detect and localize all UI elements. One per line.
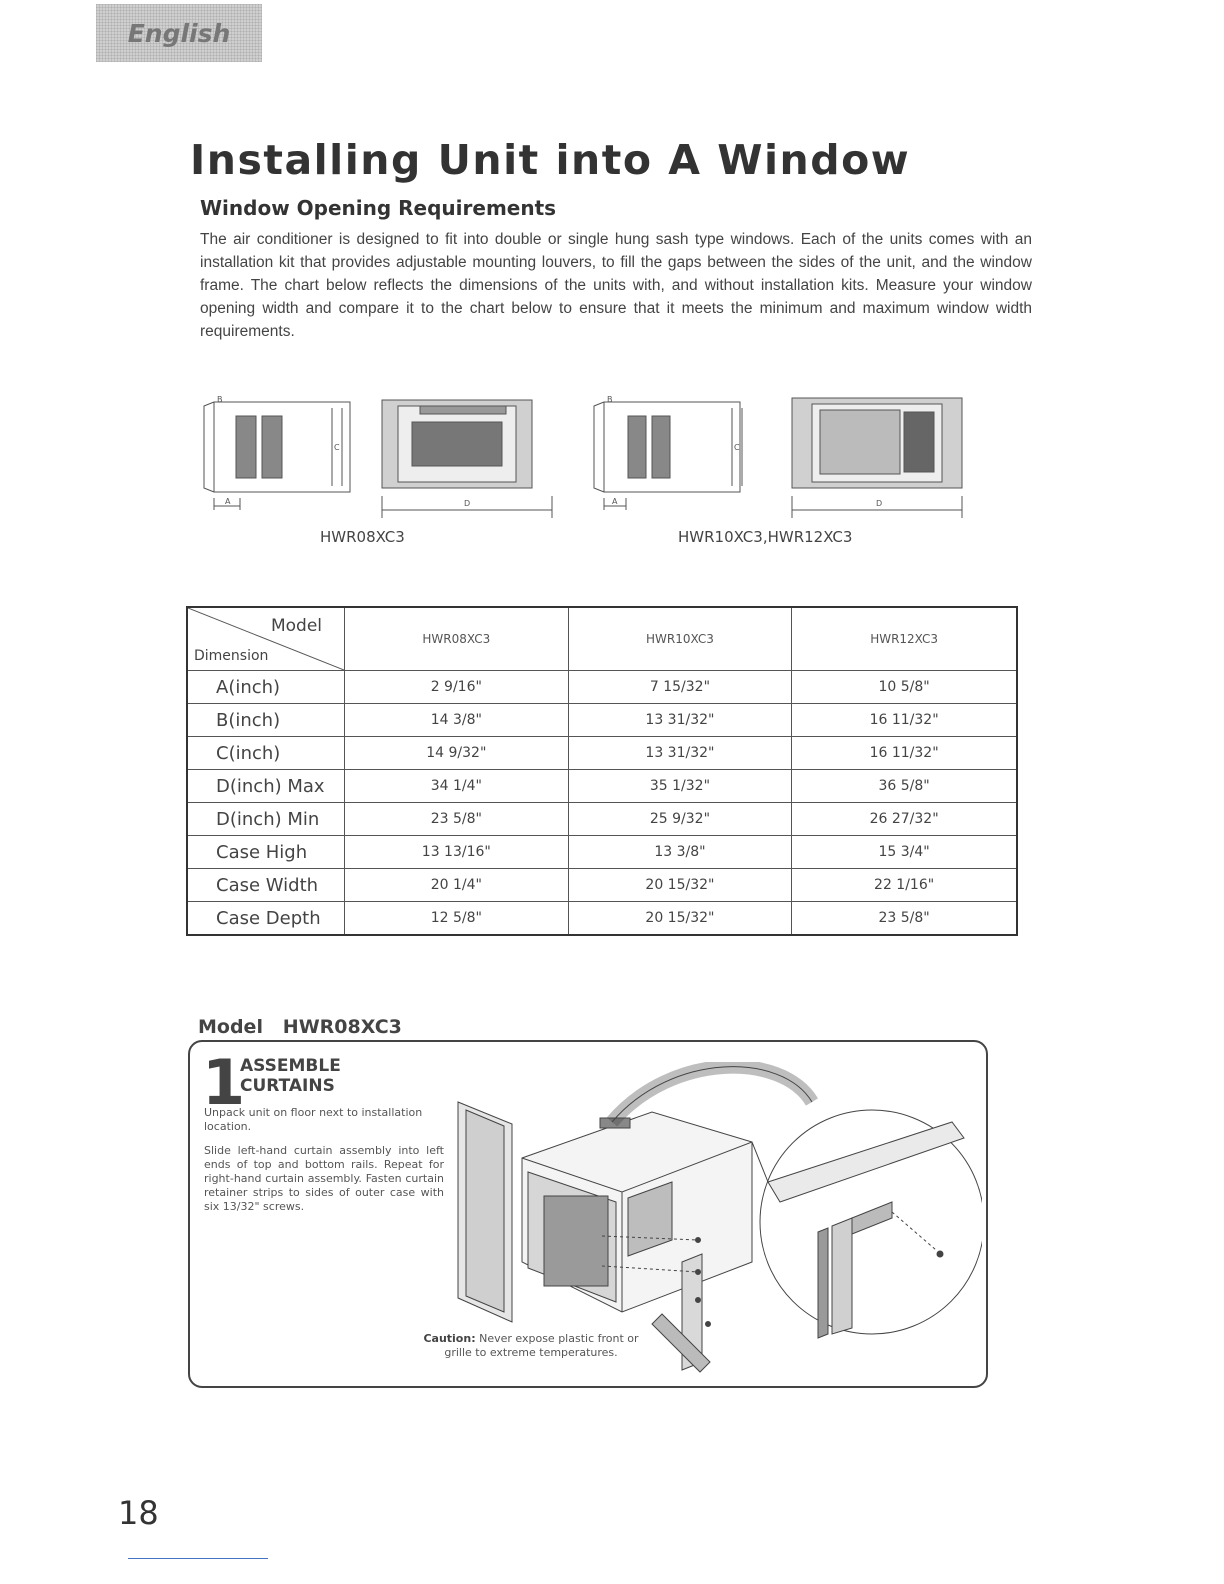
dim-label-c: C xyxy=(334,443,340,452)
page-number: 18 xyxy=(118,1494,159,1532)
row-label: Case Width xyxy=(187,869,345,902)
intro-paragraph: The air conditioner is designed to fit into double or single hung sash type windows. Each of the units comes with an installation kit that provides adjustable mounting louvers, to fill the gaps between the sides of the unit, and the window frame. The chart below reflects the dimensions of the units with, and without installation kits. Measure your window opening width and compare it to the chart below to ensure that it meets the minimum and maximum window width requirements. xyxy=(200,231,1032,340)
table-cell: 14 9/32" xyxy=(345,737,569,770)
table-cell: 35 1/32" xyxy=(568,770,792,803)
row-label: B(inch) xyxy=(187,704,345,737)
corner-dimension-label: Dimension xyxy=(194,648,269,664)
table-header-row xyxy=(187,607,1017,671)
table-cell: 7 15/32" xyxy=(568,671,792,704)
footer-rule xyxy=(128,1558,268,1559)
table-cell: 13 31/32" xyxy=(568,704,792,737)
table-cell: 20 15/32" xyxy=(568,902,792,936)
column-header: HWR12XC3 xyxy=(792,607,1017,671)
dim-label-d-2: D xyxy=(876,499,883,508)
table-cell: 13 13/16" xyxy=(345,836,569,869)
row-label: A(inch) xyxy=(187,671,345,704)
column-header: HWR08XC3 xyxy=(345,607,569,671)
table-cell: 10 5/8" xyxy=(792,671,1017,704)
step-paragraph-2: Slide left-hand curtain assembly into left ends of top and bottom rails. Repeat for right-hand curtain assembly. Fasten curtain retainer strips to sides of outer case with six 13/32" screws. xyxy=(204,1144,444,1213)
step-heading-line1: ASSEMBLE xyxy=(240,1056,341,1076)
table-cell: 25 9/32" xyxy=(568,803,792,836)
page-title: Installing Unit into A Window xyxy=(190,136,911,184)
row-label: D(inch) Min xyxy=(187,803,345,836)
hwr10xc3-hwr12xc3-diagram xyxy=(590,392,970,522)
dim-label-a: A xyxy=(225,497,231,506)
step-heading-line2: CURTAINS xyxy=(240,1076,335,1096)
column-header: HWR10XC3 xyxy=(568,607,792,671)
table-cell: 15 3/4" xyxy=(792,836,1017,869)
table-cell: 2 9/16" xyxy=(345,671,569,704)
corner-model-label: Model xyxy=(270,616,322,636)
dim-label-b-2: B xyxy=(607,395,613,404)
table-row xyxy=(187,836,1017,869)
table-cell: 22 1/16" xyxy=(792,869,1017,902)
caution-label: Caution: xyxy=(423,1332,476,1345)
table-cell: 20 15/32" xyxy=(568,869,792,902)
table-row xyxy=(187,770,1017,803)
dim-label-d: D xyxy=(464,499,471,508)
hwr08xc3-diagram xyxy=(200,392,560,522)
table-cell: 23 5/8" xyxy=(345,803,569,836)
step-number: 1 xyxy=(202,1046,246,1119)
language-tab xyxy=(96,4,262,62)
caution-text: Never expose plastic front or grille to extreme temperatures. xyxy=(444,1332,639,1359)
table-row xyxy=(187,737,1017,770)
step-heading xyxy=(240,1056,341,1096)
table-cell: 34 1/4" xyxy=(345,770,569,803)
section-subtitle: Window Opening Requirements xyxy=(200,196,557,220)
figure-caption-hwr10-12: HWR10XC3,HWR12XC3 xyxy=(678,528,853,546)
table-row xyxy=(187,869,1017,902)
table-cell: 16 11/32" xyxy=(792,704,1017,737)
step-1-box xyxy=(188,1040,988,1388)
row-label: Case Depth xyxy=(187,902,345,936)
table-cell: 16 11/32" xyxy=(792,737,1017,770)
table-corner-cell xyxy=(187,607,345,671)
table-cell: 13 3/8" xyxy=(568,836,792,869)
table-row xyxy=(187,671,1017,704)
table-cell: 26 27/32" xyxy=(792,803,1017,836)
table-cell: 23 5/8" xyxy=(792,902,1017,936)
row-label: D(inch) Max xyxy=(187,770,345,803)
row-label: Case High xyxy=(187,836,345,869)
caution-note xyxy=(416,1332,646,1360)
table-cell: 13 31/32" xyxy=(568,737,792,770)
table-cell: 14 3/8" xyxy=(345,704,569,737)
table-cell: 12 5/8" xyxy=(345,902,569,936)
table-row xyxy=(187,704,1017,737)
table-cell: 36 5/8" xyxy=(792,770,1017,803)
table-cell: 20 1/4" xyxy=(345,869,569,902)
side-view-drawing-2 xyxy=(594,402,742,510)
side-view-drawing xyxy=(204,402,350,510)
dim-label-a-2: A xyxy=(612,497,618,506)
language-label: English xyxy=(127,18,231,48)
dim-label-b: B xyxy=(217,395,223,404)
step-paragraph-1: Unpack unit on floor next to installation location. xyxy=(204,1106,423,1133)
table-row xyxy=(187,902,1017,936)
dimension-table xyxy=(186,606,1018,936)
dim-label-c-2: C xyxy=(734,443,740,452)
model-section-title: Model HWR08XC3 xyxy=(198,1016,402,1038)
figure-caption-hwr08xc3: HWR08XC3 xyxy=(320,528,405,546)
table-row xyxy=(187,803,1017,836)
row-label: C(inch) xyxy=(187,737,345,770)
